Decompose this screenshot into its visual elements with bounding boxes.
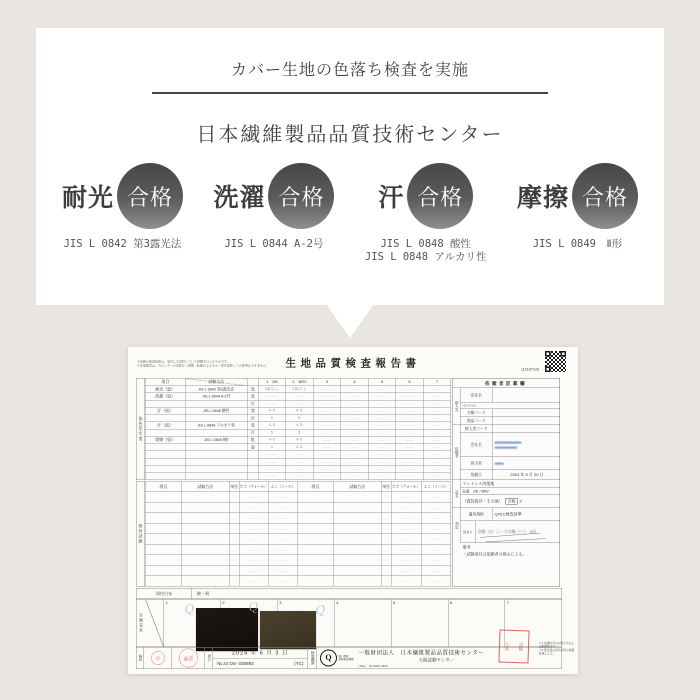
col-method: 試験方法 (185, 378, 247, 385)
handwritten-mark: Ｑ (181, 601, 196, 617)
fine-print-line-2: ※本成績書は、当センターの承認なく複製・転載およびその一部を抜粋しての使用はできません。 (137, 364, 270, 368)
col-2-brv: 2 BRV (286, 378, 314, 385)
notes-text: ・試験項目は依頼者の指示による。 (462, 552, 527, 557)
side-note-1: ※1 成績内容のお問合せは上記試験場まで。 (539, 642, 575, 649)
report-number: (1118734) (521, 367, 539, 372)
jis-standard-line: JIS L 0848 酸性 (380, 238, 471, 250)
cell-item (145, 458, 185, 465)
pass-badge (517, 163, 638, 264)
org-name: 一般財団法人 日本繊維製品品質技術センター (358, 649, 485, 656)
swatch-column: 3 (278, 599, 335, 647)
cell-item (145, 400, 185, 407)
physical-row: … …… …… … …… …… (145, 492, 451, 503)
cell-method (185, 400, 247, 407)
diagonal-cell (146, 599, 165, 647)
section-judgement: 判定 (453, 508, 461, 543)
supplier-code-label: 納入者コード (461, 425, 493, 433)
cell-method: JIS L 0842 第3露光法 (185, 386, 247, 393)
fastness-row: …… …… …… …… …… …… …… (145, 473, 451, 480)
pass-badge (213, 163, 334, 264)
swatch-column: 7 (505, 599, 562, 647)
seal-label: 検印 (136, 647, 144, 669)
jis-caption (365, 238, 487, 264)
issue-cell (213, 647, 308, 669)
fastness-table-block (136, 378, 451, 480)
fastness-table (145, 378, 451, 480)
physical-row: … …… …… … …… …… (145, 513, 451, 524)
cell-sub: 変 (247, 407, 258, 414)
col-5: 5 (368, 378, 396, 385)
org-branch: 大阪試験センター (418, 657, 455, 663)
jis-caption (64, 238, 182, 251)
notes-block (461, 543, 560, 586)
attached-cloth-row (136, 588, 562, 599)
issue-number: № 24 OS- 030893 (217, 660, 254, 666)
cell-method (185, 473, 247, 480)
notes-label: 備考 (462, 545, 471, 550)
fastness-row: 汚 5 5 …… …… …… …… …… (145, 429, 451, 436)
test-type-label: 洗濯 (213, 184, 266, 212)
qr-code (545, 351, 566, 372)
redacted-company-line: ■■■■■■■■■■ (494, 444, 517, 450)
fastness-row: 汗（級） JIS L 0848 酸性 変 4-5 4-5 …… …… …… …… …… (145, 407, 451, 414)
fastness-header-row (145, 378, 451, 385)
redacted-person: ■■■■ (494, 460, 504, 466)
org-label: 検査機関 (308, 647, 317, 669)
person-value (493, 457, 560, 470)
pass-text: 合格 (581, 184, 628, 210)
jis-standard-line: JIS L 0844 A-2号 (224, 238, 324, 250)
cell-sub (247, 465, 258, 472)
stamp-cell-1 (144, 647, 172, 669)
client-panel-header: 依頼者記載欄 (453, 379, 560, 389)
physical-table (145, 481, 451, 587)
cell-sub (247, 458, 258, 465)
standard-label: 適用規格 (461, 508, 493, 521)
cell-method (185, 444, 247, 451)
physical-table-block (136, 481, 451, 587)
pass-circle-icon (407, 163, 473, 229)
cell-sub (247, 451, 258, 458)
swatch-column: 4 (335, 599, 392, 647)
fabric-swatch-brown (260, 611, 316, 649)
org-registration: 国の登録 登録検査機関 (338, 655, 354, 661)
swatch-column: 1 (164, 599, 221, 647)
physical-row: … …… …… … …… …… (145, 534, 451, 545)
category: （寝装寝具・その他） (462, 499, 503, 504)
cell-item (145, 444, 185, 451)
jis-caption (533, 238, 622, 251)
cell-sub: 乾 (247, 436, 258, 443)
badge-main (517, 163, 638, 229)
physical-row: … …… …… … …… …… (145, 544, 451, 555)
cell-item (145, 465, 185, 472)
cell-item: 洗濯（級） (145, 393, 185, 400)
pass-badge (62, 163, 183, 264)
pass-text: 合格 (127, 184, 174, 210)
badge-main (213, 163, 334, 229)
request-date-label: 依頼日 (461, 470, 493, 480)
section-requester: 依頼者 (453, 425, 461, 480)
pass-circle-icon (572, 163, 638, 229)
tiny-code: NB-3N-BC (462, 404, 477, 408)
cell-method: JIS L 0844 A-2号 (185, 393, 247, 400)
handwritten-mark: Ｑ (312, 602, 327, 618)
fastness-row: 汚 …… …… …… …… …… …… …… (145, 400, 451, 407)
company-label: 会社名 (461, 388, 493, 403)
cell-sub: 汚 (247, 429, 258, 436)
cell-sub: 湿 (247, 444, 258, 451)
cell-method: JIS L 0848 酸性 (185, 407, 247, 414)
item-code-label: 商品コード (461, 417, 493, 425)
cell-sub: 変 (247, 393, 258, 400)
cell-method (185, 415, 247, 422)
fastness-row: …… …… …… …… …… …… …… (145, 465, 451, 472)
physical-header-row: 項目 試験方法 単位 たて（ウォール） よこ（コース） 項目 試験方法 単位 たて（ウォール） よこ（コース） (145, 481, 451, 492)
title-underline (152, 92, 548, 94)
fastness-row: 湿 4 4-5 …… …… …… …… …… (145, 444, 451, 451)
inspection-report-document (128, 347, 578, 674)
fastness-row: 摩擦（級） JIS L 0849 Ⅱ形 乾 4-5 4-5 …… …… …… …… …… (145, 436, 451, 443)
round-stamp-icon: 確認 (178, 647, 199, 668)
col-7: 7 (423, 378, 451, 385)
physical-side-label: 物性試験 (136, 481, 145, 587)
category-row (461, 495, 560, 508)
fastness-row: 汚 5 5 …… …… …… …… …… (145, 415, 451, 422)
fine-print-line-1: ※記載の検査結果は、受付した試料について試験を行ったものです。 (137, 360, 230, 364)
col-item: 項目 (145, 378, 185, 385)
cell-method (185, 465, 247, 472)
jis-standard-line: JIS L 0842 第3露光法 (63, 238, 182, 250)
cell-item (145, 415, 185, 422)
down-arrow-pointer (326, 304, 374, 338)
fastness-row: 洗濯（級） JIS L 0844 A-2号 変 …… …… …… …… …… …… …… (145, 393, 451, 400)
swatch-column: 6 (448, 599, 505, 647)
physical-row: … …… …… … …… …… (145, 523, 451, 534)
side-note-2: ※2 測定値は受付試料の試験結果による。 (539, 649, 575, 656)
handwritten-mark: Ｑ (245, 599, 260, 615)
cell-item (145, 451, 185, 458)
category-result: 合格 (507, 499, 516, 504)
side-notes (539, 642, 577, 656)
fastness-side-label: 染色堅牢度 (136, 378, 145, 480)
test-type-label: 摩擦 (516, 184, 569, 212)
jis-caption (224, 238, 323, 251)
cell-method (185, 458, 247, 465)
col-4: 4 (341, 378, 369, 385)
pass-text: 合格 (278, 184, 325, 210)
item-number: 品番 OK／BRV (461, 488, 560, 495)
jis-standard-line-2: JIS L 0848 アルカリ性 (364, 251, 487, 263)
stamp-cell-2 (172, 647, 205, 669)
qtec-logo-icon: Q (320, 650, 337, 667)
cell-sub (247, 473, 258, 480)
physical-row: … …… …… … …… …… (145, 502, 451, 513)
cell-item: 摩擦（級） (145, 436, 185, 443)
card-subtitle: 日本繊維製品品質技術センター (196, 124, 504, 146)
inspection-summary-card (36, 28, 664, 305)
pass-badges (36, 163, 664, 264)
report-title: 生地品質検査報告書 (285, 357, 421, 369)
pass-badge (365, 163, 487, 264)
fastness-row: …… …… …… …… …… …… …… (145, 451, 451, 458)
issue-suffix: (YC) (294, 660, 304, 666)
attached-cloth-value: 綿・絹 (192, 588, 562, 599)
section-item: 品名 (453, 480, 461, 508)
redacted-company-line: ■■■■■■■■■■■■ (494, 439, 522, 445)
cell-method (185, 451, 247, 458)
fastness-row: …… …… …… …… …… …… …… (145, 458, 451, 465)
physical-row: … …… …… … …… …… (145, 576, 451, 587)
issue-label: 発行 (205, 647, 213, 669)
test-type-label: 汗 (378, 184, 405, 212)
company2-value (493, 433, 560, 457)
report-page (128, 347, 578, 674)
org-text (359, 648, 485, 668)
request-date: 2024 年 5 月 20 日 (510, 472, 544, 477)
card-title: カバー生地の色落ち検査を実施 (230, 62, 469, 79)
cell-sub: 変 (247, 386, 258, 393)
cell-item: 汗（級） (145, 407, 185, 414)
pass-text: 合格 (417, 184, 464, 210)
badge-main (378, 163, 473, 229)
company-value (493, 388, 560, 403)
standard-value: QTEC検査基準 (494, 512, 522, 517)
fastness-row: 耐光（級） JIS L 0842 第3露光法 変 3級以上 3級以上 …… …… …… …… …… (145, 386, 451, 393)
swatch-column: 2 (221, 599, 278, 647)
pass-circle-icon (268, 163, 334, 229)
jis-standard-line: JIS L 0849 Ⅱ形 (532, 238, 623, 250)
col-6: 6 (396, 378, 424, 385)
test-type-label: 耐光 (62, 184, 115, 212)
org-tel: (TEL) 06-6946-4825 (358, 664, 388, 668)
col-3: 3 (313, 378, 341, 385)
swatch-column: 5 (391, 599, 448, 647)
company2-label: 会社名 (461, 433, 493, 457)
care-label: 絵表示 (461, 521, 476, 543)
physical-row: … …… …… … …… …… (145, 555, 451, 566)
physical-row: … …… …… … …… …… (145, 565, 451, 576)
care-symbols-blurred: 合格（2）〇ー子合格（ー） 1Ｈ (477, 529, 536, 534)
round-stamp-icon: ㊞ (150, 650, 166, 666)
item-name: マットレス用張地 (461, 480, 560, 488)
cell-item (145, 473, 185, 480)
fastness-row: 汗（級） JIS L 0848 アルカリ性 変 4-5 4-5 …… …… …… …… …… (145, 422, 451, 429)
cell-method: JIS L 0849 Ⅱ形 (185, 436, 247, 443)
issue-date: 2024 年 6 月 3 日 (213, 648, 308, 659)
cell-method (185, 429, 247, 436)
square-red-stamp-icon: 大阪 試験 (498, 629, 529, 663)
client-entry-panel (452, 378, 560, 587)
cell-method: JIS L 0848 アルカリ性 (185, 422, 247, 429)
client-panel-section-strip (453, 388, 461, 586)
issue-number-row (213, 658, 308, 668)
col-1-ok: 1 OK (258, 378, 286, 385)
cell-item: 耐光（級） (145, 386, 185, 393)
category-count: 2 (519, 499, 522, 504)
cell-item (145, 429, 185, 436)
pass-circle-icon (117, 163, 183, 229)
cell-item: 汗（級） (145, 422, 185, 429)
cell-sub: 汚 (247, 415, 258, 422)
badge-main (62, 163, 183, 229)
cell-sub: 汚 (247, 400, 258, 407)
fabric-swatch-section (136, 599, 562, 647)
swatch-side-label: 生地見本 (136, 599, 146, 647)
person-label: 担当者 (461, 457, 493, 470)
col-sub (247, 378, 258, 385)
class-code-label: 分類コード (461, 409, 493, 417)
attached-cloth-label: 添付白布 (136, 588, 192, 599)
cell-sub: 変 (247, 422, 258, 429)
section-delivery: 納入先 (453, 388, 461, 425)
